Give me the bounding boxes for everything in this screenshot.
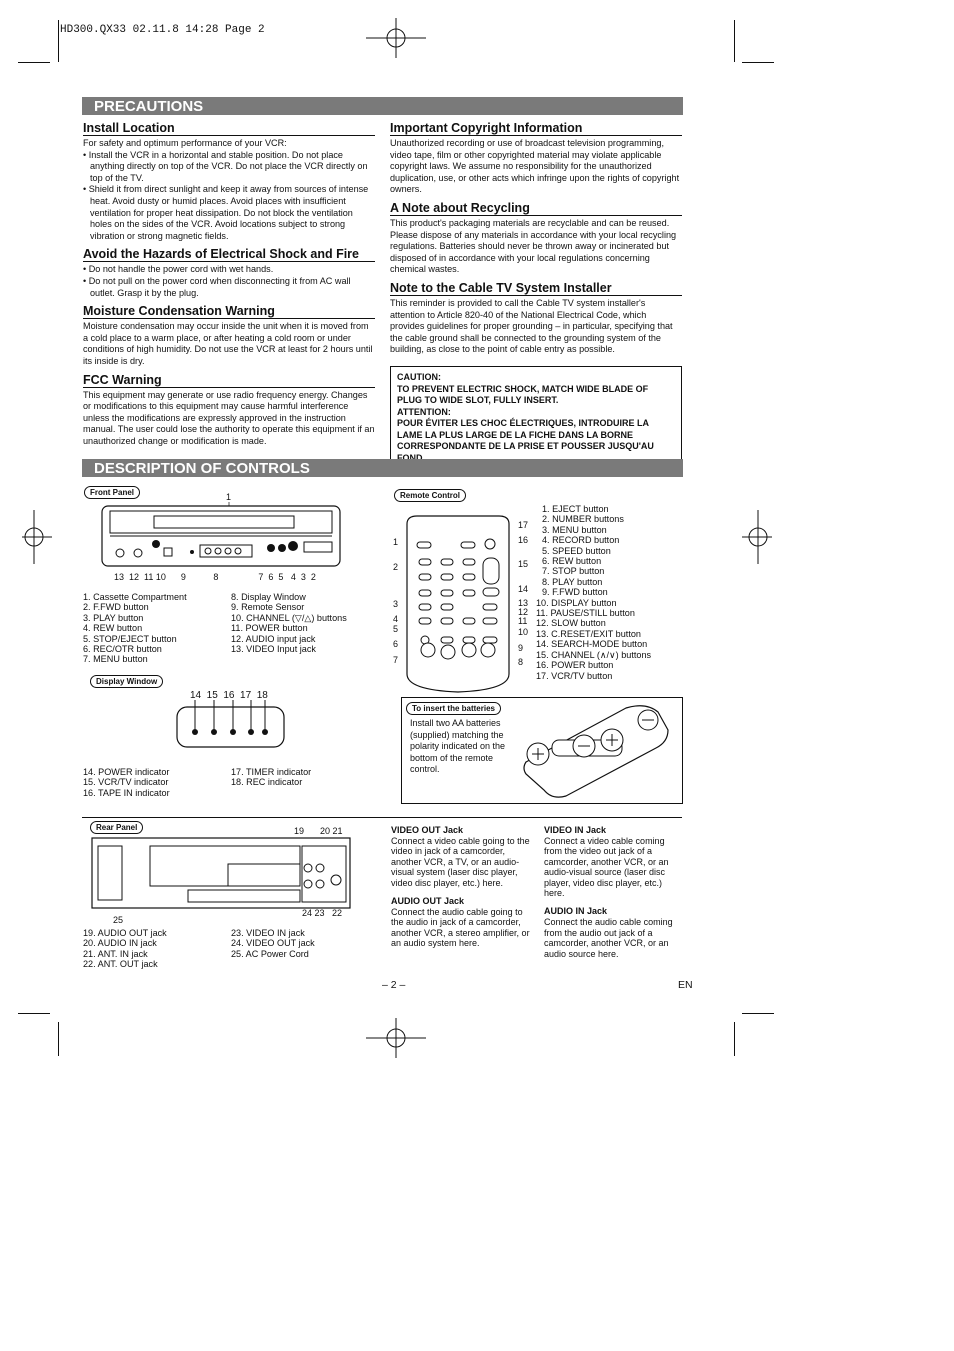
rear-panel-list-1: 19. AUDIO OUT jack 20. AUDIO IN jack 21. ANT. IN jack 22. ANT. OUT jack: [83, 928, 167, 970]
video-out-text: Connect a video cable going to the video in jack of a camcorder, another VCR, a TV, or an audio-visual system (laser disc player, video disc player, etc.) here.: [391, 836, 530, 888]
fcc-heading: FCC Warning: [83, 373, 375, 388]
front-panel-list-2: 8. Display Window 9. Remote Sensor 10. CHANNEL (▽/△) buttons 11. POWER button 12. AUDIO input jack 13. VIDEO Input jack: [231, 592, 347, 655]
copyright-heading: Important Copyright Information: [390, 121, 682, 136]
list-item: • Do not pull on the power cord when disconnecting it from AC wall outlet. Grasp it by the plug.: [83, 275, 351, 298]
video-in-title: VIDEO IN Jack: [544, 825, 607, 835]
front-panel-label: Front Panel: [84, 486, 140, 499]
display-window-illustration: [175, 700, 287, 752]
display-callouts: 14 15 16 17 18: [190, 690, 268, 701]
display-list-2: 17. TIMER indicator 18. REC indicator: [231, 767, 312, 788]
audio-in-text: Connect the audio cable coming from the audio out jack of a camcorder, another VCR, or an audio source here.: [544, 917, 673, 959]
batteries-label: To insert the batteries: [406, 702, 501, 715]
copyright-text: Unauthorized recording or use of broadcast television programming, video tape, film or other copyrighted material may violate applicable copyright laws. We assume no responsibility for the unauthorized duplication, use, or other acts which infringe upon the rights of copyright owners.: [390, 138, 680, 195]
rear-bottom-callout-24-23: 24 23: [302, 908, 325, 918]
rear-bottom-callout-22: 22: [332, 908, 343, 918]
audio-out-title: AUDIO OUT Jack: [391, 896, 465, 907]
list-item: • Install the VCR in a horizontal and stable position. Do not place anything directly on top of the VCR. Do not place the VCR directly on top of the TV.: [83, 149, 368, 183]
audio-in-title: AUDIO IN Jack: [544, 906, 608, 917]
recycling-heading: A Note about Recycling: [390, 201, 682, 216]
page-number: – 2 –: [382, 979, 406, 991]
batteries-text: Install two AA batteries (supplied) matching the polarity indicated on the bottom of the remote control.: [410, 718, 506, 775]
video-out-title: VIDEO OUT Jack: [391, 825, 464, 835]
hazards-heading: Avoid the Hazards of Electrical Shock and Fire: [83, 247, 375, 262]
remote-left-callouts: 1 2 3 4 5 6 7: [393, 537, 399, 665]
vcr-front-illustration: [96, 502, 346, 572]
moisture-heading: Moisture Condensation Warning: [83, 304, 375, 319]
list-item: • Shield it from direct sunlight and keep it away from sources of intense heat. Avoid dusty or humid places. Avoid places with insufficient ventilation for proper heat dissipation. Do not block the ventilation holes on the sides of the VCR. Avoid locations subject to strong vibration or strong magnetic fields.: [83, 184, 369, 241]
jack-col-1: [391, 825, 531, 949]
rear-panel-label: Rear Panel: [90, 821, 143, 834]
front-panel-list-1: 1. Cassette Compartment 2. F.FWD button 3. PLAY button 4. REW button 5. STOP/EJECT button 6. REC/OTR button 7. MENU button: [83, 592, 187, 665]
rear-top-callout-20-21: 20 21: [320, 826, 343, 836]
language-tag: EN: [678, 979, 693, 991]
display-window-label: Display Window: [90, 675, 163, 688]
vcr-rear-illustration: [88, 836, 354, 912]
rear-bottom-callout-25: 25: [113, 915, 124, 925]
registration-mark-top: [366, 18, 426, 58]
print-header: HD300.QX33 02.11.8 14:28 Page 2: [60, 24, 265, 36]
audio-out-text: Connect the audio cable going to the audio in jack of a camcorder, another VCR, a stereo amplifier, or an audio system here.: [391, 907, 530, 949]
registration-mark-left: [22, 510, 52, 564]
precautions-left-column: [83, 121, 375, 447]
remote-right-callouts: 17 16 15 14 13 12 11 10 9 8: [518, 520, 529, 667]
registration-mark-bottom: [366, 1018, 426, 1058]
list-item: • Do not handle the power cord with wet hands.: [83, 264, 274, 275]
remote-control-illustration: [403, 514, 513, 694]
display-list-1: 14. POWER indicator 15. VCR/TV indicator 16. TAPE IN indicator: [83, 767, 170, 798]
caution-box: CAUTION: TO PREVENT ELECTRIC SHOCK, MATCH WIDE BLADE OF PLUG TO WIDE SLOT, FULLY INSERT. ATTENTION: POUR ÉVITER LES CHOC ÉLECTRIQUES, INTRODUIRE LA LAME LA PLUS LARGE DE LA FICHE DANS LA BORNE CORRESPONDANTE DE LA PRISE ET POUSSER JUSQU'AU: [390, 366, 682, 471]
front-bottom-callouts: 13 12 11 10 9 8 7 6 5 4 3 2: [114, 572, 316, 582]
rear-panel-list-2: 23. VIDEO IN jack 24. VIDEO OUT jack 25. AC Power Cord: [231, 928, 315, 959]
fcc-text: This equipment may generate or use radio frequency energy. Changes or modifications to this equipment may cause harmful interference unless the modifications are expressly approved in the instruction manual. The user could lose the authority to operate this equipment if an unauthorized change or modification is made.: [83, 389, 375, 446]
front-top-callout: 1: [226, 492, 232, 502]
install-heading: Install Location: [83, 121, 375, 136]
jack-col-2: [544, 825, 680, 959]
recycling-text: This product's packaging materials are recyclable and can be reused. Please dispose of any materials in accordance with your local recycling regulations. Batteries should never be thrown away or incinerated but disposed of in accordance with your local regulations concerning chemical wastes.: [390, 217, 677, 275]
install-text: For safety and optimum performance of your VCR: • Install the VCR in a horizontal and stable position. Do not place anything directly on top of the VCR. Do not place the VCR directly on top of the TV. • Shield it from direct sunlight and keep it away from sources of intense heat. Avoid dusty or humid places. Avoid places with insufficient ventilation for proper heat dissipation. Do not block the ventilation holes on the sides of the VCR. Avoid locations subject to strong vibration or strong magnetic fields.: [83, 138, 375, 242]
cable-text: This reminder is provided to call the Cable TV system installer's attention to Article 820-40 of the National Electrical Code, which provides guidelines for proper grounding – in particular, specifying that the cable ground shall be connected to the grounding system of the building, as close to the point of cable entry as possible.: [390, 297, 673, 355]
moisture-text: Moisture condensation may occur inside the unit when it is moved from a cold place to a warm place, or after heating a cold room or under conditions of high humidity. Do not use the VCR at least for 2 hours until its inside is dry.: [83, 321, 373, 366]
batteries-box: [401, 697, 683, 804]
remote-list: 1. EJECT button 2. NUMBER buttons 3. MENU button 4. RECORD button 5. SPEED button 6. REW button 7. STOP button 8. PLAY button 9. F.FWD button 10. DISPLAY button 11. PAUSE/STILL button 12. SLOW button 13. C.RESET/EXIT button 14. SEARCH-MODE button 15. CHANNEL (∧/∨) buttons 16. POWER button 17. VCR/TV button: [536, 504, 652, 681]
precautions-right-column: [390, 121, 682, 471]
cable-heading: Note to the Cable TV System Installer: [390, 281, 682, 296]
video-in-text: Connect a video cable coming from the video out jack of a camcorder, another VCR, or an audio-visual source (laser disc player, video disc player, etc.) here.: [544, 836, 669, 899]
rear-divider: [82, 817, 682, 818]
hazards-text: [83, 264, 375, 299]
precautions-title: PRECAUTIONS: [82, 97, 683, 115]
remote-control-label: Remote Control: [394, 489, 466, 502]
rear-top-callout-19: 19: [294, 826, 305, 836]
controls-title: DESCRIPTION OF CONTROLS: [82, 459, 683, 477]
registration-mark-right: [742, 510, 772, 564]
battery-insert-illustration: [516, 702, 678, 798]
